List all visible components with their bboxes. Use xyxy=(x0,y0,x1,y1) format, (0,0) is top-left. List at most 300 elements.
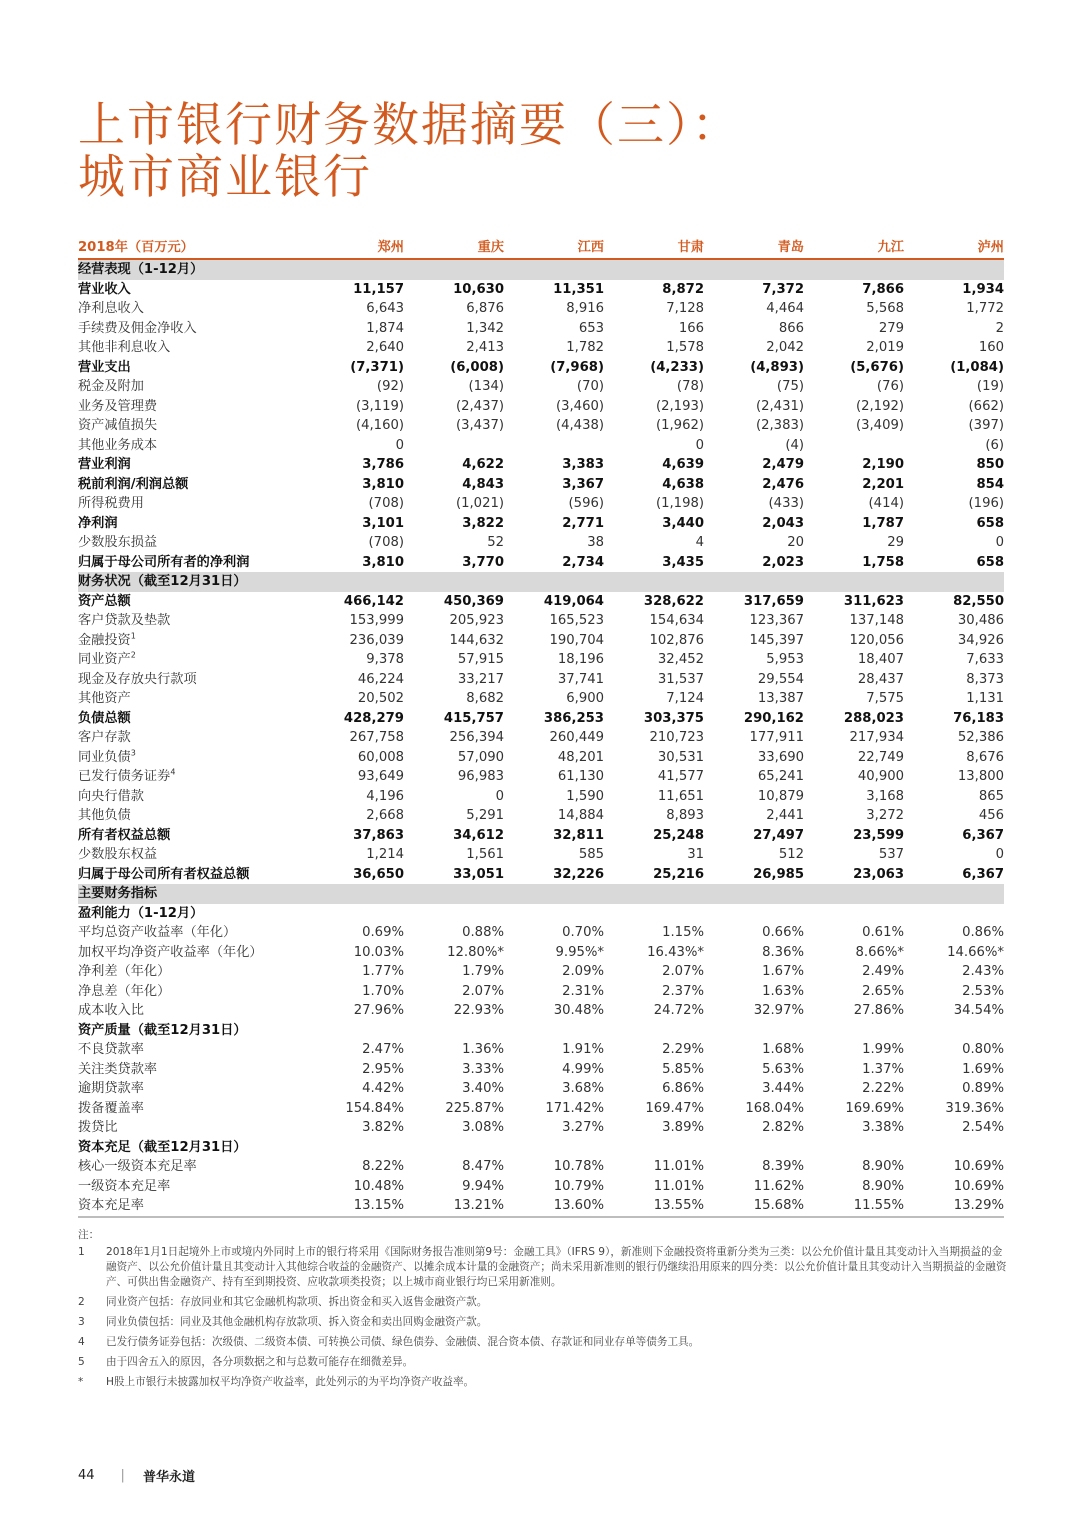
footer-separator: | xyxy=(120,1468,125,1483)
table-cell: 2.31% xyxy=(562,983,604,999)
table-cell xyxy=(404,884,504,904)
table-cell: 2.49% xyxy=(862,964,904,979)
row-label xyxy=(78,1138,304,1158)
table-cell: 4.99% xyxy=(562,1061,604,1077)
table-cell: 854 xyxy=(976,476,1004,492)
table-cell: 2,019 xyxy=(866,340,904,355)
table-cell: 303,375 xyxy=(643,710,704,726)
table-cell: 2.37% xyxy=(662,983,704,999)
row-label-text: 归属于母公司所有者权益总额 xyxy=(78,866,250,882)
footnotes-list xyxy=(78,1245,1008,1390)
table-cell: 23,599 xyxy=(853,827,904,843)
table-cell: 386,253 xyxy=(543,710,604,726)
footnote-item xyxy=(78,1245,1008,1290)
table-cell: 4,196 xyxy=(366,788,404,804)
table-cell: (596) xyxy=(568,496,604,511)
table-cell: 1.63% xyxy=(762,983,804,999)
table-cell xyxy=(504,436,604,456)
table-cell: 60,008 xyxy=(357,749,404,765)
table-cell xyxy=(304,884,404,904)
footnote-item xyxy=(78,1375,1008,1390)
table-cell: 165,523 xyxy=(549,613,604,628)
table-cell: 2,043 xyxy=(762,515,804,531)
column-header: 重庆 xyxy=(404,238,504,259)
table-cell xyxy=(604,259,704,280)
table-cell: 32,452 xyxy=(657,652,704,667)
row-label-text: 所得税费用 xyxy=(78,496,144,511)
footnotes-title: 注： xyxy=(78,1229,100,1241)
row-label xyxy=(78,1118,304,1138)
table-cell xyxy=(304,1021,404,1041)
table-cell: 46,224 xyxy=(357,671,404,687)
table-cell: 145,397 xyxy=(749,632,804,648)
row-label-text: 其他业务成本 xyxy=(78,437,158,453)
row-label xyxy=(78,748,304,768)
table-cell xyxy=(504,904,604,924)
table-cell: 7,575 xyxy=(866,691,904,706)
table-cell: 2,190 xyxy=(862,457,904,472)
table-cell: 3,101 xyxy=(362,515,404,531)
table-cell xyxy=(604,904,704,924)
row-label xyxy=(78,1021,304,1041)
table-row xyxy=(78,494,1004,514)
table-cell: 1,934 xyxy=(962,281,1004,297)
row-label-text: 关注类贷款率 xyxy=(78,1061,158,1077)
table-cell: 537 xyxy=(878,847,904,862)
row-label-text: 财务状况（截至12月31日） xyxy=(78,574,247,589)
table-cell: 2.29% xyxy=(662,1042,704,1057)
table-cell: 3,822 xyxy=(462,515,504,531)
table-row xyxy=(78,1079,1004,1099)
row-label xyxy=(78,787,304,807)
table-cell xyxy=(404,436,504,456)
row-label xyxy=(78,494,304,514)
row-label-text: 净利差（年化） xyxy=(78,964,171,979)
table-cell xyxy=(904,904,1004,924)
table-row xyxy=(78,709,1004,729)
table-cell xyxy=(704,259,804,280)
table-cell: 169.69% xyxy=(845,1100,904,1116)
table-cell: 34.54% xyxy=(953,1003,1004,1018)
table-cell: (414) xyxy=(868,496,904,511)
table-cell: 14.66%* xyxy=(947,944,1004,960)
row-label xyxy=(78,377,304,397)
table-cell: 5,568 xyxy=(866,301,904,316)
column-header: 郑州 xyxy=(304,238,404,259)
table-cell xyxy=(504,1021,604,1041)
table-cell: 1,590 xyxy=(566,788,604,804)
table-cell: 0 xyxy=(995,847,1004,862)
table-cell: (2,437) xyxy=(455,398,504,414)
table-cell: 1,578 xyxy=(666,340,704,355)
table-cell: 166 xyxy=(678,320,704,336)
table-cell: 1,131 xyxy=(966,691,1004,706)
table-cell: 466,142 xyxy=(343,593,404,609)
table-row xyxy=(78,1001,1004,1021)
table-cell xyxy=(604,1138,704,1158)
table-cell: (7,371) xyxy=(350,359,404,375)
table-cell: 7,128 xyxy=(666,301,704,316)
table-cell: 4,639 xyxy=(662,457,704,472)
table-cell: 4,638 xyxy=(662,476,704,492)
table-cell: 4,622 xyxy=(462,457,504,472)
table-cell: 18,196 xyxy=(557,652,604,667)
table-cell: (134) xyxy=(468,379,504,394)
table-cell: (5,676) xyxy=(850,359,904,375)
table-cell: (433) xyxy=(768,496,804,511)
row-label xyxy=(78,709,304,729)
table-cell: 25,248 xyxy=(653,827,704,843)
table-cell: 2,640 xyxy=(366,340,404,355)
table-cell xyxy=(304,1138,404,1158)
table-cell: 2,771 xyxy=(562,515,604,531)
table-cell: 2,479 xyxy=(762,457,804,472)
table-cell xyxy=(504,259,604,280)
table-row xyxy=(78,631,1004,651)
table-cell: 13.15% xyxy=(304,1196,404,1217)
table-row xyxy=(78,592,1004,612)
row-label xyxy=(78,358,304,378)
row-label xyxy=(78,1040,304,1060)
table-cell: (196) xyxy=(968,496,1004,511)
row-label-text: 营业利润 xyxy=(78,457,131,472)
table-cell: 10.69% xyxy=(953,1159,1004,1174)
row-label-text: 加权平均净资产收益率（年化） xyxy=(78,944,263,960)
table-cell: (4,893) xyxy=(750,359,804,375)
table-cell: 205,923 xyxy=(449,613,504,628)
row-label xyxy=(78,475,304,495)
table-cell: 415,757 xyxy=(443,710,504,726)
footnote-text: 2018年1月1日起境外上市或境内外同时上市的银行将采用《国际财务报告准则第9号：金融工具》（IFRS 9），新准则下金融投资将重新分类为三类：以公允价值计量且其变动计入当期损益的金融资产、以公允价值计量且其变动计入其他综合收益的金融资产、以摊余成本计量的金融资产；尚未采用新准则的银行仍继续沿用原来的四分类：以公允价值计量且其变动计入当期损益的金融资产、可供出售金融资产、持有至到期投资、应收款项类投资；以上城市商业银行均已采用新准则。 xyxy=(106,1246,1007,1288)
section-row xyxy=(78,572,1004,592)
table-cell: 57,090 xyxy=(457,749,504,765)
table-cell: 16.43%* xyxy=(647,944,704,960)
table-cell: 33,051 xyxy=(453,866,504,882)
table-cell: 3,786 xyxy=(362,457,404,472)
table-cell: 2.07% xyxy=(662,964,704,979)
table-cell: 2.53% xyxy=(962,983,1004,999)
table-cell: 0 xyxy=(495,788,504,804)
row-label xyxy=(78,319,304,339)
table-cell: 11.01% xyxy=(653,1178,704,1194)
table-cell: 169.47% xyxy=(645,1100,704,1116)
table-cell: 2.22% xyxy=(862,1081,904,1096)
table-cell: 22.93% xyxy=(453,1003,504,1018)
table-cell: 52 xyxy=(487,535,504,550)
table-cell: 1.99% xyxy=(862,1042,904,1057)
column-header: 甘肃 xyxy=(604,238,704,259)
table-cell xyxy=(804,436,904,456)
table-cell xyxy=(504,572,604,592)
table-cell: 3.89% xyxy=(662,1120,704,1135)
table-row xyxy=(78,1177,1004,1197)
row-label xyxy=(78,455,304,475)
footnote-key: * xyxy=(78,1376,84,1388)
table-cell xyxy=(704,904,804,924)
row-label xyxy=(78,728,304,748)
table-cell: 190,704 xyxy=(549,632,604,648)
footnote-key: 2 xyxy=(78,1296,85,1308)
table-cell: 8,682 xyxy=(466,691,504,706)
table-cell: 48,201 xyxy=(557,749,604,765)
table-cell: 24.72% xyxy=(653,1003,704,1018)
table-cell: 6,367 xyxy=(962,827,1004,843)
table-cell: 311,623 xyxy=(843,593,904,609)
table-cell: 20 xyxy=(787,535,804,550)
table-cell: 2,441 xyxy=(766,808,804,823)
table-cell: (19) xyxy=(976,379,1004,394)
table-cell: 3.38% xyxy=(862,1120,904,1135)
footnote-item xyxy=(78,1295,1008,1310)
table-cell: 14,884 xyxy=(557,808,604,823)
table-cell: 154.84% xyxy=(345,1100,404,1116)
table-cell: 120,056 xyxy=(849,632,904,648)
table-cell: 10.69% xyxy=(953,1178,1004,1194)
row-label-text: 少数股东损益 xyxy=(78,535,158,550)
row-label-text: 资本充足（截至12月31日） xyxy=(78,1139,247,1155)
table-cell: (1,198) xyxy=(655,496,704,511)
table-cell: 153,999 xyxy=(349,613,404,628)
table-cell: 0.86% xyxy=(962,925,1004,940)
table-cell: 18,407 xyxy=(857,652,904,667)
row-label xyxy=(78,280,304,300)
table-cell: 8,373 xyxy=(966,671,1004,687)
table-row xyxy=(78,1099,1004,1119)
row-label-text: 资本充足率 xyxy=(78,1198,144,1213)
table-cell: 1.77% xyxy=(362,964,404,979)
row-label-text: 税前利润/利润总额 xyxy=(78,476,189,492)
table-cell: 3.27% xyxy=(562,1120,604,1135)
column-header: 青岛 xyxy=(704,238,804,259)
table-cell: 450,369 xyxy=(443,593,504,609)
row-label xyxy=(78,1177,304,1197)
row-label-text: 不良贷款率 xyxy=(78,1042,144,1057)
table-cell: (1,084) xyxy=(950,359,1004,375)
table-cell: 13.60% xyxy=(504,1196,604,1217)
table-cell xyxy=(404,1138,504,1158)
table-cell: 2.47% xyxy=(362,1042,404,1057)
table-cell: 12.80%* xyxy=(447,944,504,960)
table-row xyxy=(78,436,1004,456)
table-cell: (1,021) xyxy=(455,496,504,511)
table-cell: 419,064 xyxy=(543,593,604,609)
row-label xyxy=(78,436,304,456)
section-row xyxy=(78,884,1004,904)
table-cell: (2,193) xyxy=(655,398,704,414)
table-cell: 2,668 xyxy=(366,808,404,823)
table-cell: 512 xyxy=(778,847,804,862)
table-cell: 7,372 xyxy=(762,281,804,297)
table-cell: 4 xyxy=(695,535,704,550)
footnote-item xyxy=(78,1355,1008,1370)
table-cell: 34,926 xyxy=(957,632,1004,648)
table-row xyxy=(78,1157,1004,1177)
table-row xyxy=(78,650,1004,670)
table-cell: (2,383) xyxy=(755,418,804,433)
footnote-key: 4 xyxy=(78,1336,85,1348)
table-cell: 1.79% xyxy=(462,964,504,979)
table-cell xyxy=(704,572,804,592)
table-row xyxy=(78,826,1004,846)
table-row xyxy=(78,728,1004,748)
table-cell: 36,650 xyxy=(353,866,404,882)
row-label-text: 客户存款 xyxy=(78,730,131,745)
footnote-text: 同业资产包括：存放同业和其它金融机构款项、拆出资金和买入返售金融资产款。 xyxy=(106,1296,488,1308)
table-row xyxy=(78,377,1004,397)
footnote-text: H股上市银行未披露加权平均净资产收益率，此处列示的为平均净资产收益率。 xyxy=(106,1376,475,1388)
table-cell: 8,872 xyxy=(662,281,704,297)
table-cell: (3,409) xyxy=(855,418,904,433)
row-label-text: 其他资产 xyxy=(78,691,131,706)
footnote-ref: 1 xyxy=(130,631,136,641)
table-cell: 10.78% xyxy=(553,1159,604,1174)
table-cell: 0.80% xyxy=(962,1042,1004,1057)
table-cell: 123,367 xyxy=(749,613,804,628)
table-cell: (92) xyxy=(376,379,404,394)
table-cell: 4.42% xyxy=(362,1081,404,1096)
table-cell: 37,741 xyxy=(557,671,604,687)
table-cell: 38 xyxy=(587,535,604,550)
row-label-text: 业务及管理费 xyxy=(78,398,158,414)
table-cell: 8.39% xyxy=(762,1159,804,1174)
table-cell: 8.47% xyxy=(462,1159,504,1174)
row-label xyxy=(78,514,304,534)
table-cell: 6.86% xyxy=(662,1081,704,1096)
table-cell xyxy=(804,904,904,924)
table-cell: 2.43% xyxy=(962,964,1004,979)
table-cell: 31,537 xyxy=(657,671,704,687)
table-row xyxy=(78,475,1004,495)
footnote-text: 同业负债包括：同业及其他金融机构存放款项、拆入资金和卖出回购金融资产款。 xyxy=(106,1316,488,1328)
row-label xyxy=(78,982,304,1002)
table-cell: (76) xyxy=(876,379,904,394)
table-cell: (4) xyxy=(785,437,804,453)
table-cell: 8.90% xyxy=(862,1178,904,1194)
table-cell: 13,387 xyxy=(757,691,804,706)
table-cell: 41,577 xyxy=(657,769,704,784)
table-cell: (3,460) xyxy=(555,398,604,414)
row-label xyxy=(78,943,304,963)
table-cell: 11.55% xyxy=(804,1196,904,1217)
table-cell: 267,758 xyxy=(349,730,404,745)
row-label xyxy=(78,670,304,690)
table-cell: 658 xyxy=(976,515,1004,531)
row-label xyxy=(78,1079,304,1099)
row-label xyxy=(78,611,304,631)
table-cell: 2.65% xyxy=(862,983,904,999)
table-cell: 10.79% xyxy=(553,1178,604,1194)
column-header: 泸州 xyxy=(904,238,1004,259)
table-cell: 168.04% xyxy=(745,1100,804,1116)
table-row xyxy=(78,670,1004,690)
table-cell: 52,386 xyxy=(957,730,1004,745)
table-row xyxy=(78,943,1004,963)
table-cell: 3,367 xyxy=(562,476,604,492)
table-cell: 76,183 xyxy=(953,710,1004,726)
table-cell: 11,351 xyxy=(553,281,604,297)
table-cell: 328,622 xyxy=(643,593,704,609)
table-row xyxy=(78,280,1004,300)
table-cell: 9.94% xyxy=(462,1178,504,1194)
table-cell: 6,900 xyxy=(566,691,604,706)
table-cell: 30.48% xyxy=(553,1003,604,1018)
footnote-ref: 2 xyxy=(130,650,136,660)
table-cell xyxy=(504,884,604,904)
table-cell: 225.87% xyxy=(445,1100,504,1116)
row-label xyxy=(78,689,304,709)
table-cell: 29,554 xyxy=(757,671,804,687)
table-cell xyxy=(404,259,504,280)
table-cell: 33,217 xyxy=(457,671,504,687)
table-row xyxy=(78,416,1004,436)
table-header-row xyxy=(78,238,1004,259)
table-cell: (4,160) xyxy=(355,418,404,433)
table-cell: (78) xyxy=(676,379,704,394)
table-cell: 10.03% xyxy=(353,944,404,960)
table-cell: 10,879 xyxy=(757,788,804,804)
table-cell: 319.36% xyxy=(945,1100,1004,1116)
row-label xyxy=(78,1157,304,1177)
table-cell xyxy=(904,1138,1004,1158)
table-cell: 8,676 xyxy=(966,749,1004,765)
row-label-text: 成本收入比 xyxy=(78,1003,144,1018)
row-label-text: 营业收入 xyxy=(78,281,131,297)
table-cell: 2.95% xyxy=(362,1061,404,1077)
row-label-text: 净利息收入 xyxy=(78,301,144,316)
table-cell: 7,633 xyxy=(966,652,1004,667)
table-cell: 8.90% xyxy=(862,1159,904,1174)
table-row xyxy=(78,1060,1004,1080)
table-cell: 28,437 xyxy=(857,671,904,687)
page-title xyxy=(78,100,741,204)
table-cell: 11,157 xyxy=(353,281,404,297)
row-label-text: 资产减值损失 xyxy=(78,418,158,433)
row-label xyxy=(78,553,304,573)
footnote-item xyxy=(78,1335,1008,1350)
table-cell: 32,226 xyxy=(553,866,604,882)
table-cell: 0 xyxy=(395,437,404,453)
table-cell: 40,900 xyxy=(857,769,904,784)
row-label xyxy=(78,650,304,670)
row-label-text: 平均总资产收益率（年化） xyxy=(78,925,237,940)
footnote-text: 由于四舍五入的原因，各分项数据之和与总数可能存在细微差异。 xyxy=(106,1356,414,1368)
row-label xyxy=(78,767,304,787)
row-label xyxy=(78,338,304,358)
table-row xyxy=(78,611,1004,631)
footnotes xyxy=(78,1228,1008,1395)
row-label xyxy=(78,416,304,436)
table-row xyxy=(78,553,1004,573)
table-cell: 256,394 xyxy=(449,730,504,745)
table-cell: (4,438) xyxy=(555,418,604,433)
table-cell: 5,953 xyxy=(766,652,804,667)
table-cell: 3,435 xyxy=(662,554,704,570)
table-cell: 65,241 xyxy=(757,769,804,784)
table-cell xyxy=(804,884,904,904)
table-row xyxy=(78,319,1004,339)
table-cell: 1.15% xyxy=(662,925,704,940)
table-cell: 2,042 xyxy=(766,340,804,355)
table-cell: 260,449 xyxy=(549,730,604,745)
table-row xyxy=(78,514,1004,534)
table-cell: 144,632 xyxy=(449,632,504,648)
row-label-text: 资产总额 xyxy=(78,593,131,609)
table-cell xyxy=(804,259,904,280)
row-label-text: 手续费及佣金净收入 xyxy=(78,320,197,336)
table-cell: 866 xyxy=(778,320,804,336)
table-cell: 1.67% xyxy=(762,964,804,979)
row-label xyxy=(78,533,304,553)
